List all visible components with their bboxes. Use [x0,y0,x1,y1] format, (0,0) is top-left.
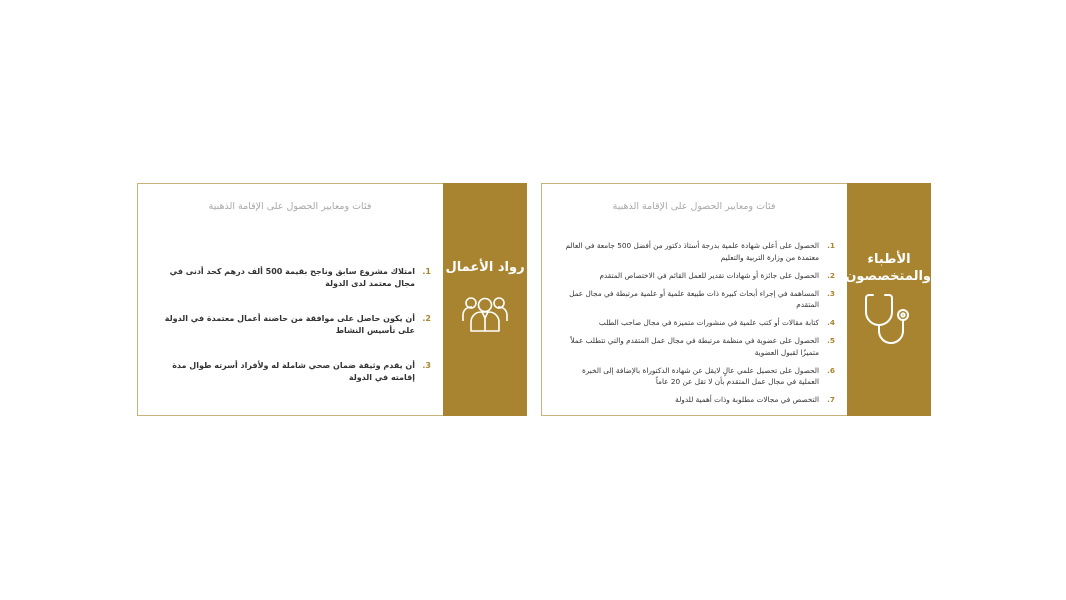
item-number: 1. [827,241,835,250]
category-band [443,183,527,416]
item-text: الحصول على جائزة أو شهادات تقدير للعمل القائم في الاختصاص المتقدم [599,270,819,280]
criteria-list [156,266,431,407]
band-title [847,251,931,285]
category-band [847,183,931,416]
item-text: امتلاك مشروع سابق وناجح بقيمة 500 ألف درهم كحد أدنى في مجال معتمد لدى الدولة [169,267,415,288]
list-item [560,365,835,388]
list-item [560,240,835,263]
list-item [560,288,835,311]
band-title: رواد الأعمال [445,260,525,275]
card-heading: فئات ومعايير الحصول على الإقامة الذهبية [612,201,776,212]
item-text: التخصص في مجالات مطلوبة وذات أهمية للدولة [675,395,819,404]
card-heading: فئات ومعايير الحصول على الإقامة الذهبية [208,201,372,212]
item-text: الحصول على أعلى شهادة علمية بدرجة أستاذ دكتور من أفضل 500 جامعة في العالم معتمدة من وزارة التربية والتعليم [565,241,819,262]
stethoscope-icon [859,291,919,351]
list-item [560,394,835,406]
band-title-line1: الأطباء [867,252,911,267]
item-number: 7. [827,395,835,404]
list-item [156,360,431,384]
criteria-list [560,240,835,412]
item-number: 1. [422,267,431,276]
doctors-card [541,183,931,416]
band-title-line2: والمتخصصون [845,269,931,284]
item-number: 3. [422,361,431,370]
item-text: المساهمة في إجراء أبحاث كبيرة ذات طبيعة علمية أو علمية مرتبطة في مجال عمل المتقدم [569,288,819,309]
group-people-icon [461,293,509,333]
item-text: كتابة مقالات أو كتب علمية في منشورات متميزة في مجال صاحب الطلب [598,318,819,327]
item-text: الحصول على تحصيل علمي عالٍ لايقل عن شهادة الدكتوراة بالإضافة إلى الخبرة العملية في مجال عمل المتقدم بأن لا تقل عن 20 عاماً [581,365,819,386]
list-item [560,270,835,282]
item-number: 5. [827,336,835,345]
item-text: الحصول على عضوية في منظمة مرتبطة في مجال عمل المتقدم والتي تتطلب عملاً متميزًا لقبول العضوية [570,336,819,357]
item-number: 2. [827,270,835,280]
item-number: 6. [827,365,835,375]
entrepreneurs-card [137,183,527,416]
item-text: أن يكون حاصل على موافقة من حاضنة أعمال معتمدة في الدولة على تأسيس النشاط [164,314,415,335]
item-number: 4. [827,318,835,327]
item-number: 3. [827,288,835,298]
item-number: 2. [422,314,431,323]
list-item [560,335,835,358]
item-text: أن يقدم وثيقة ضمان صحي شاملة له ولأفراد أسرته طوال مدة إقامته في الدولة [172,361,415,382]
list-item [156,313,431,337]
list-item [560,317,835,329]
list-item [156,266,431,290]
